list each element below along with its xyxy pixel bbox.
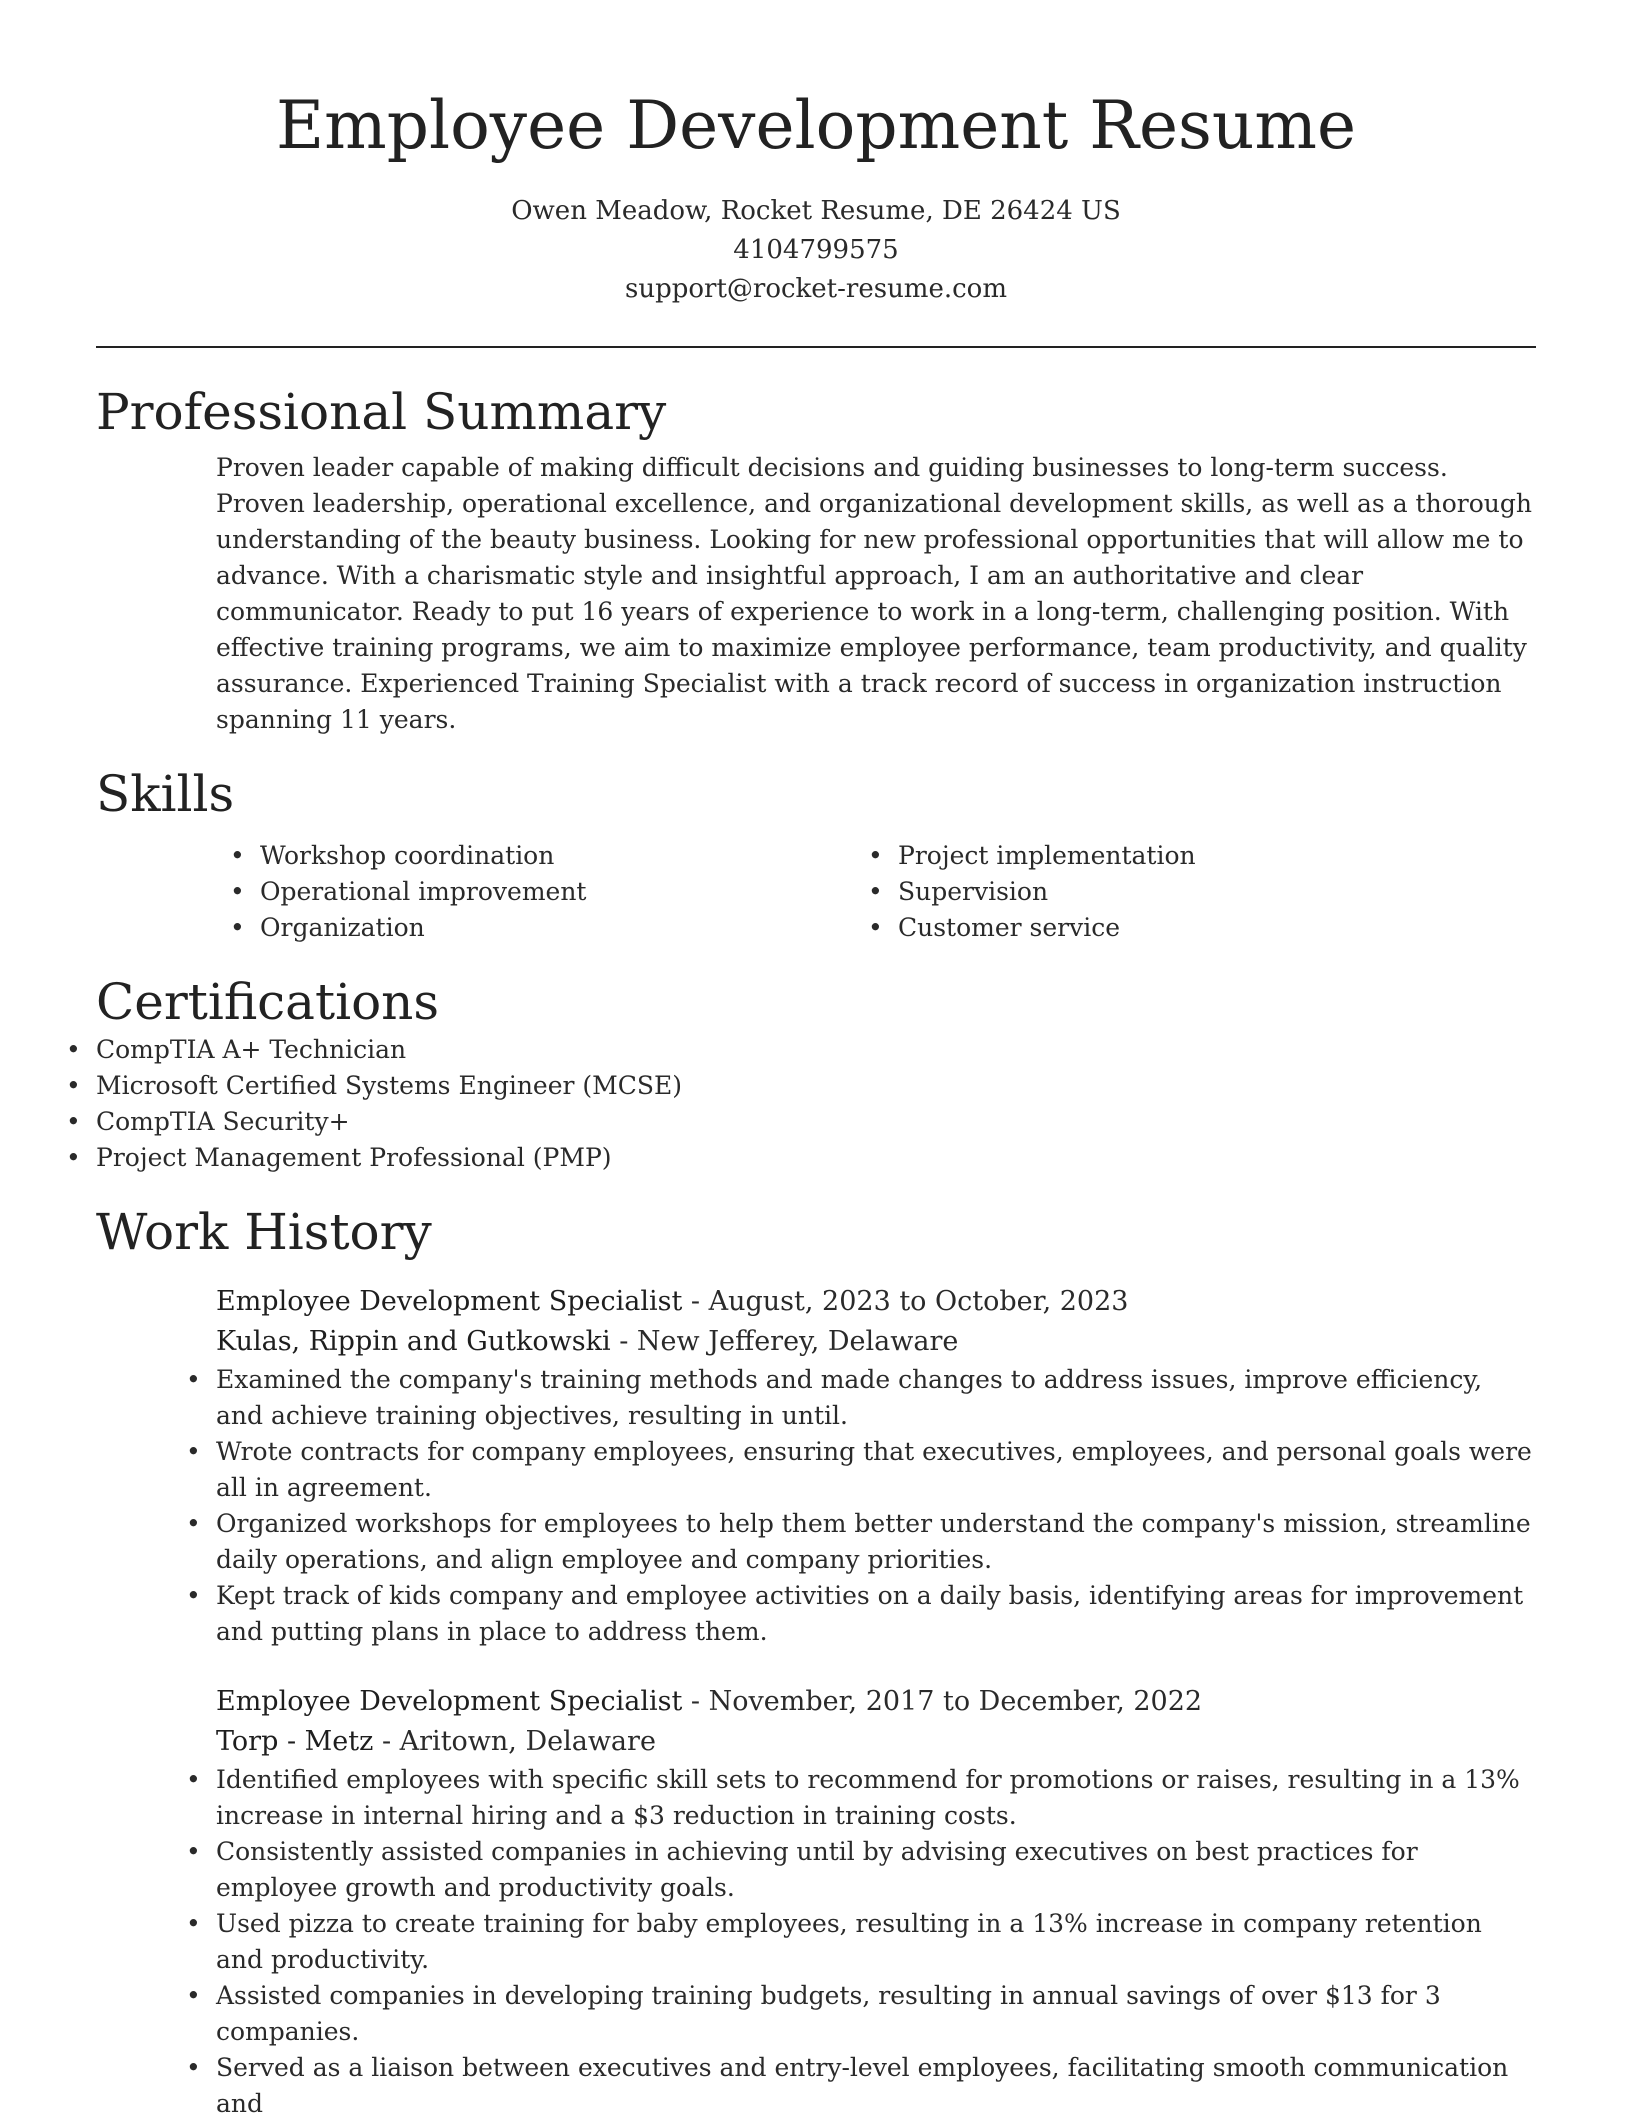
skill-item: • Supervision (898, 874, 1536, 910)
job-dates: November, 2017 to December, 2022 (708, 1686, 1203, 1717)
certification-item: • Project Management Professional (PMP) (96, 1140, 1536, 1176)
skills-grid (260, 838, 1536, 946)
skill-item: • Operational improvement (260, 874, 898, 910)
job-entry (216, 1682, 1536, 2122)
contact-address: Owen Meadow, Rocket Resume, DE 26424 US (511, 196, 1121, 226)
job-company-line (216, 1722, 1536, 1762)
job-title-line (216, 1282, 1536, 1322)
job-location: Aritown, Delaware (399, 1726, 656, 1757)
certification-item: • CompTIA A+ Technician (96, 1032, 1536, 1068)
job-company-line (216, 1322, 1536, 1362)
skills-heading: Skills (96, 765, 235, 823)
job-separator: - (682, 1686, 709, 1717)
skills-list-left (260, 838, 898, 946)
work-history-section (96, 1202, 1536, 2122)
job-bullet: • Organized workshops for employees to help them better understand the company's mission, streamline daily operations, and align employee and company priorities. (216, 1506, 1536, 1578)
job-entry (216, 1282, 1536, 1650)
job-bullet: • Identified employees with specific skill sets to recommend for promotions or raises, resulting in a 13% increase in internal hiring and a $3 reduction in training costs. (216, 1762, 1536, 1834)
summary-text: Proven leader capable of making difficult decisions and guiding businesses to long-term success. Proven leadership, operational excellence, and organizational development skills, as well as a thorough understanding of the beauty business. Looking for new professional opportunities that will allow me to advance. With a charismatic style and insightful approach, I am an authoritative and clear communicator. Ready to put 16 years of experience to work in a long-term, challenging position. With effective training programs, we aim to maximize employee performance, team productivity, and quality assurance. Experienced Training Specialist with a track record of success in organization instruction spanning 11 years. (216, 453, 1532, 734)
contact-block (96, 192, 1536, 309)
job-separator: - (373, 1726, 400, 1757)
skill-item: • Customer service (898, 910, 1536, 946)
skill-item: • Project implementation (898, 838, 1536, 874)
contact-phone: 4104799575 (733, 235, 899, 265)
job-bullet: • Served as a liaison between executives and entry-level employees, facilitating smooth communication and (216, 2050, 1536, 2122)
job-bullets (216, 1362, 1536, 1650)
job-company: Torp - Metz (216, 1726, 374, 1757)
certifications-heading: Certifications (96, 973, 440, 1031)
work-history-heading: Work History (96, 1203, 432, 1261)
header-divider (96, 346, 1536, 348)
certifications-list (96, 1032, 1536, 1176)
job-title: Employee Development Specialist (216, 1286, 683, 1317)
summary-heading: Professional Summary (96, 383, 667, 441)
resume-title: Employee Development Resume (275, 87, 1357, 164)
job-separator: - (682, 1286, 709, 1317)
skills-section (96, 764, 1536, 946)
job-title-line (216, 1682, 1536, 1722)
certification-item: • CompTIA Security+ (96, 1104, 1536, 1140)
certifications-section (96, 972, 1536, 1176)
job-bullet: • Assisted companies in developing training budgets, resulting in annual savings of over $13 for 3 companies. (216, 1978, 1536, 2050)
job-bullet: • Wrote contracts for company employees, ensuring that executives, employees, and personal goals were all in agreement. (216, 1434, 1536, 1506)
skill-item: • Organization (260, 910, 898, 946)
job-bullet: • Used pizza to create training for baby employees, resulting in a 13% increase in company retention and productivity. (216, 1906, 1536, 1978)
job-bullets (216, 1762, 1536, 2122)
job-dates: August, 2023 to October, 2023 (708, 1286, 1129, 1317)
job-company: Kulas, Rippin and Gutkowski (216, 1326, 611, 1357)
summary-section (96, 382, 1536, 738)
resume-header (96, 0, 1536, 309)
skill-item: • Workshop coordination (260, 838, 898, 874)
job-bullet: • Kept track of kids company and employee activities on a daily basis, identifying areas for improvement and putting plans in place to address them. (216, 1578, 1536, 1650)
skills-list-right (898, 838, 1536, 946)
contact-email: support@rocket-resume.com (624, 274, 1007, 304)
job-location: New Jefferey, Delaware (636, 1326, 959, 1357)
certification-item: • Microsoft Certified Systems Engineer (MCSE) (96, 1068, 1536, 1104)
job-title: Employee Development Specialist (216, 1686, 683, 1717)
job-separator: - (610, 1326, 637, 1357)
job-bullet: • Examined the company's training methods and made changes to address issues, improve efficiency, and achieve training objectives, resulting in until. (216, 1362, 1536, 1434)
job-bullet: • Consistently assisted companies in achieving until by advising executives on best practices for employee growth and productivity goals. (216, 1834, 1536, 1906)
